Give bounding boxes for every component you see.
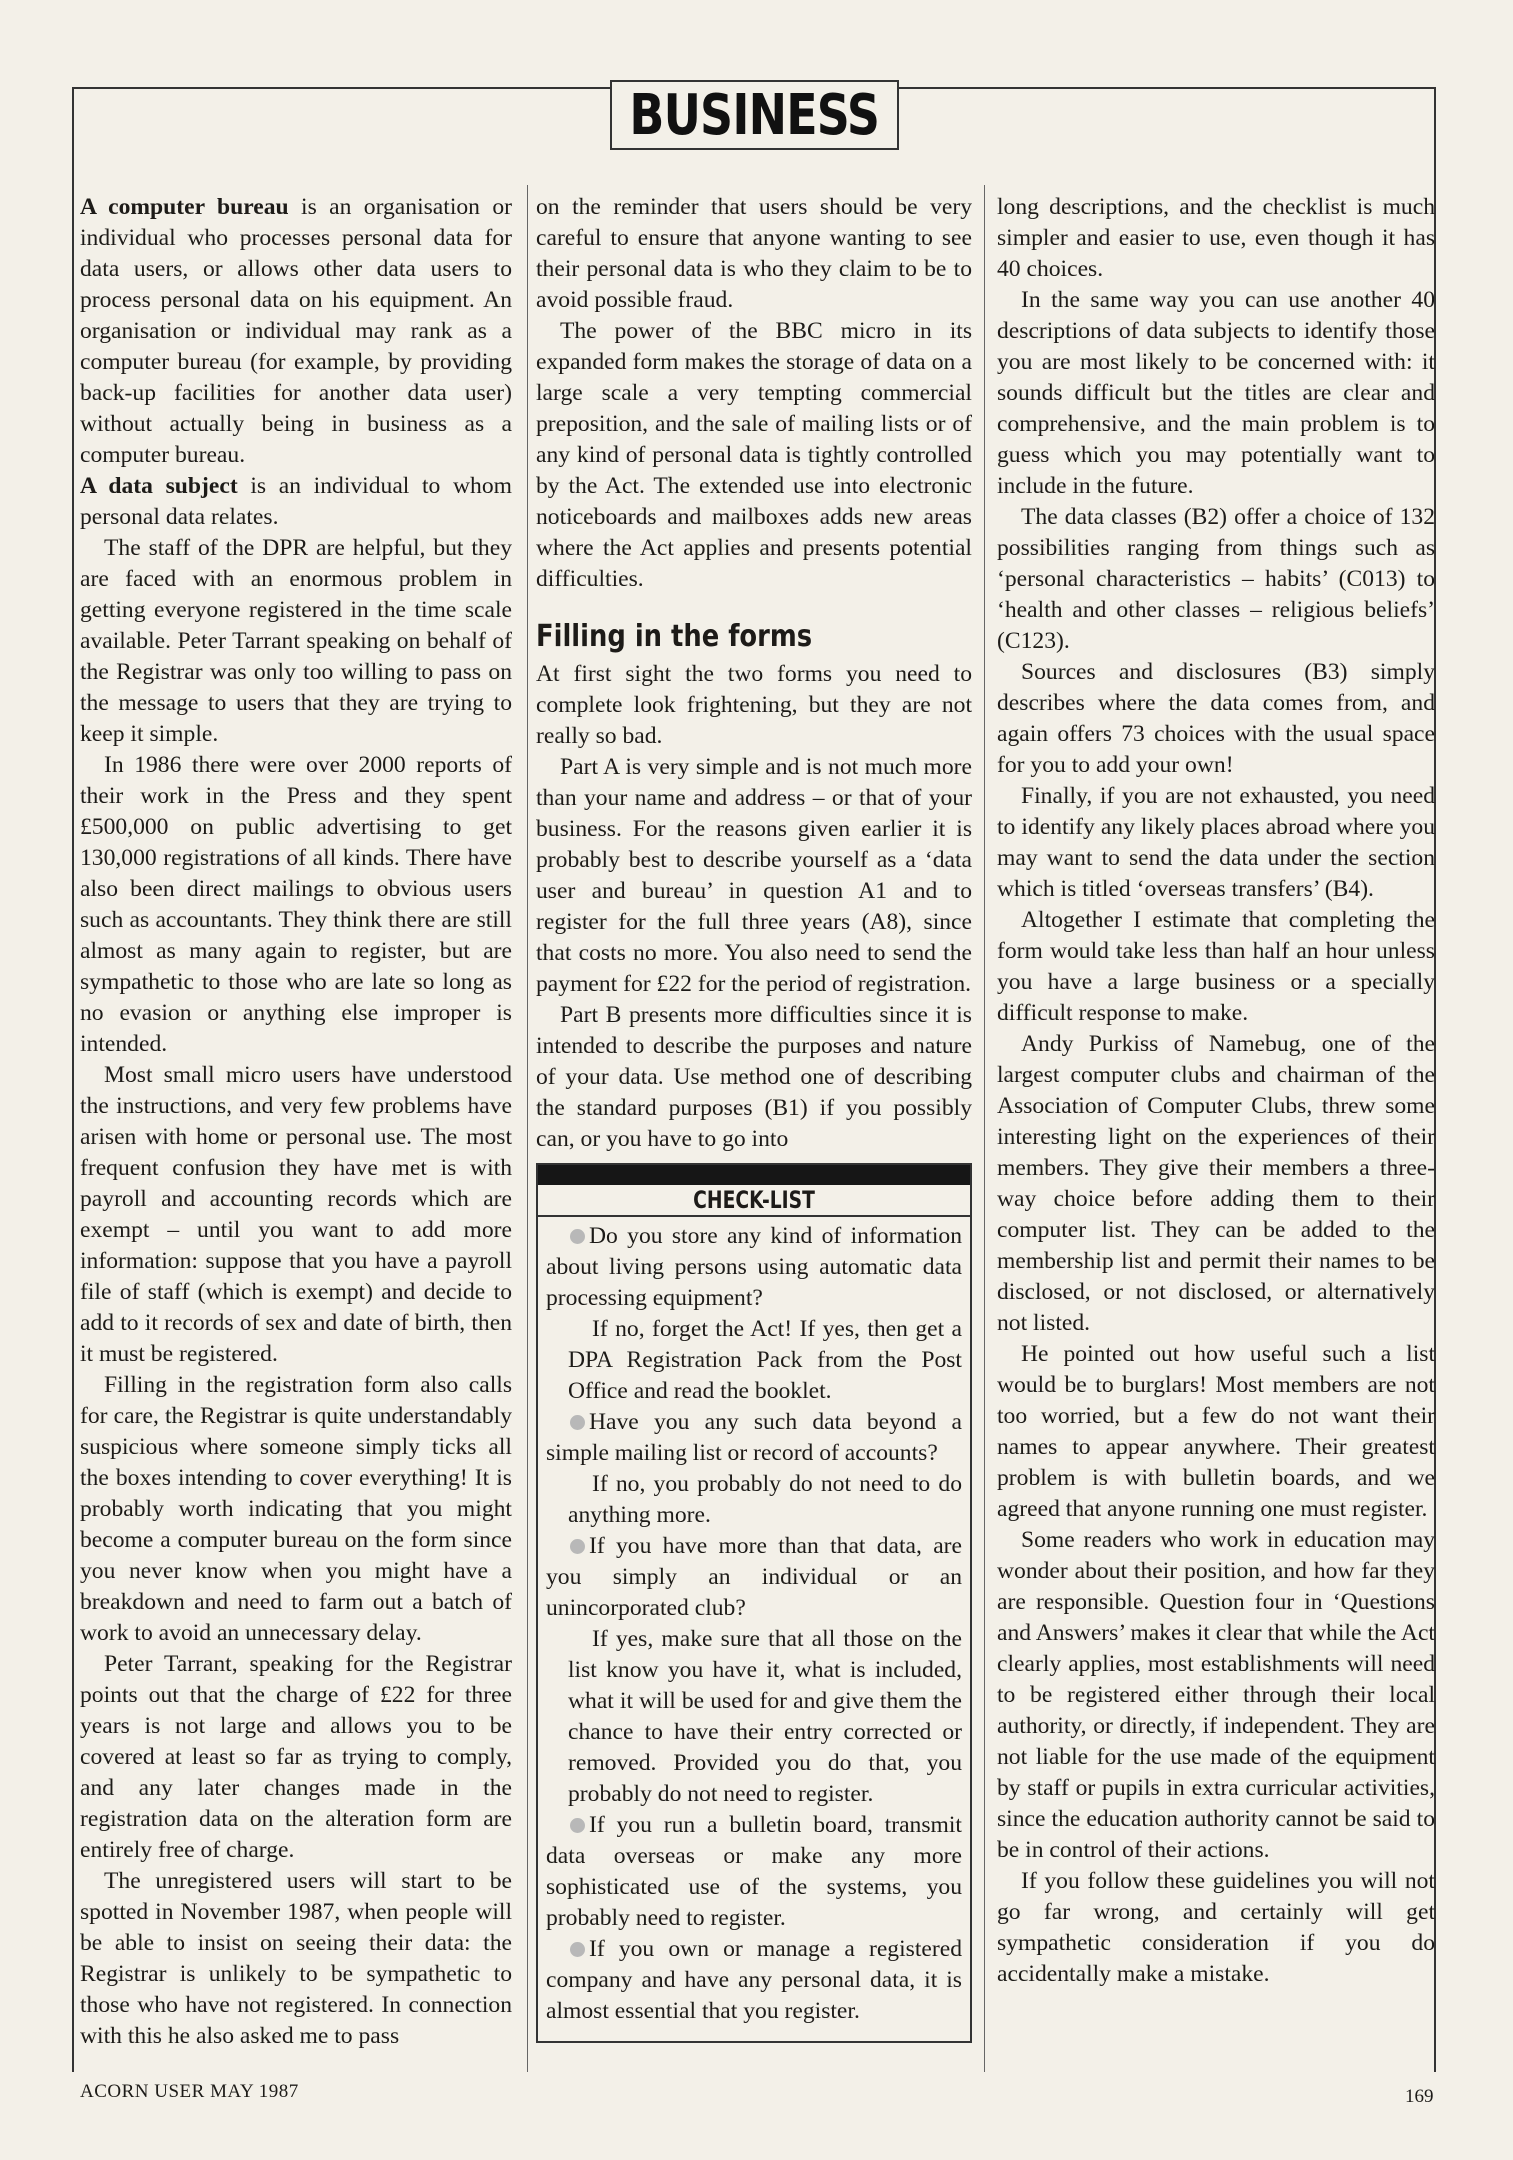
paragraph: In the same way you can use another 40 descriptions of data subjects to identify those you are most likely to be concerned with: it sounds difficult but the titles are clear and comprehensive, and the main problem is to guess which you may potentially want to include in the future. [997,287,1435,499]
checklist-header-bar [538,1165,970,1185]
article-column-3 [997,192,1435,1990]
bullet-icon [570,1229,585,1244]
frame-rule-top-left [72,87,617,89]
bullet-icon [570,1818,585,1833]
checklist-question: If you have more than that data, are you simply an individual or an unincorporated club? [546,1533,962,1621]
checklist-body [538,1217,970,2027]
paragraph: Most small micro users have understood the instructions, and very few problems have arisen with home or personal use. The most frequent confusion they have met is with payroll and accounting records which are exempt – until you want to add more information: suppose that you have a payroll file of staff (which is exempt) and decide to add to it records of sex and date of birth, then it must be registered. [80,1062,512,1367]
section-title: BUSINESS [629,82,880,148]
checklist-question: If you run a bulletin board, transmit data overseas or make any more sophisticated use of the systems, you probably need to register. [546,1812,962,1931]
paragraph: The power of the BBC micro in its expanded form makes the storage of data on a large scale a very tempting commercial preposition, and the sale of mailing lists or of any kind of personal data is tightly controlled by the Act. The extended use into electronic noticeboards and mailboxes adds new areas where the Act applies and presents potential difficulties. [536,318,972,592]
paragraph: A computer bureau is an organisation or individual who processes personal data for data users, or allows other data users to process personal data on his equipment. An organisation or individual may rank as a computer bureau (for example, by providing back-up facilities for another data user) without actually being in business as a computer bureau. [80,194,512,468]
section-masthead [610,80,899,150]
paragraph: Andy Purkiss of Namebug, one of the largest computer clubs and chairman of the Association of Computer Clubs, threw some interesting light on the experiences of their members. They give their members a three-way choice before adding them to their computer list. They can be added to the membership list and permit their names to be disclosed, or not disclosed, or alternatively not listed. [997,1031,1435,1336]
checklist-question: Do you store any kind of information about living persons using automatic data processing equipment? [546,1223,962,1311]
paragraph: Some readers who work in education may wonder about their position, and how far they are responsible. Question four in ‘Questions and Answers’ makes it clear that while the Act clearly applies, most establishments will need to be registered either through their local authority, or directly, if independent. They are not liable for the use made of the equipment by staff or pupils in extra curricular activities, since the education authority cannot be said to be in control of their actions. [997,1527,1435,1863]
paragraph: The staff of the DPR are helpful, but they are faced with an enormous problem in getting everyone registered in the time scale available. Peter Tarrant speaking on behalf of the Registrar was only too willing to pass on the message to users that they are trying to keep it simple. [80,535,512,747]
paragraph: In 1986 there were over 2000 reports of their work in the Press and they spent £500,000 on public advertising to get 130,000 registrations of all kinds. There have also been direct mailings to obvious users such as accountants. They think there are still almost as many again to register, but are sympathetic to those who are late so long as no evasion or anything else improper is intended. [80,752,512,1057]
paragraph: If you follow these guidelines you will not go far wrong, and certainly will get sympathetic consideration if you do accidentally make a mistake. [997,1868,1435,1987]
checklist-answer: If no, forget the Act! If yes, then get a DPA Registration Pack from the Post Office and read the booklet. [568,1316,962,1404]
paragraph: The unregistered users will start to be spotted in November 1987, when people will be able to insist on seeing their data: the Registrar is unlikely to be sympathetic to those who have not registered. In connection with this he also asked me to pass [80,1868,512,2049]
column-divider [984,185,985,2072]
defined-term: A computer bureau [80,194,289,220]
column-divider [527,185,528,2072]
paragraph: Part B presents more difficulties since it is intended to describe the purposes and nature of your data. Use method one of describing the standard purposes (B1) if you possibly can, or you have to go into [536,1002,972,1152]
checklist-answer: If yes, make sure that all those on the list know you have it, what is included, what it will be used for and give them the chance to have their entry corrected or removed. Provided you do that, you probably do not need to register. [568,1626,962,1807]
paragraph: Altogether I estimate that completing the form would take less than half an hour unless you have a large business or a specially difficult response to make. [997,907,1435,1026]
bullet-icon [570,1539,585,1554]
frame-rule-left [72,87,74,2072]
footer-publication: ACORN USER MAY 1987 [80,2081,299,2102]
checklist-title: CHECK-LIST [538,1185,970,1217]
paragraph: A data subject is an individual to whom personal data relates. [80,473,512,530]
paragraph: Peter Tarrant, speaking for the Registrar points out that the charge of £22 for three years is not large and allows you to be covered at least so far as trying to comply, and any later changes made in the registration data on the alteration form are entirely free of charge. [80,1651,512,1863]
paragraph: Filling in the registration form also calls for care, the Registrar is quite understandably suspicious where someone simply ticks all the boxes intending to cover everything! It is probably worth indicating that you might become a computer bureau on the form since you never know when you might have a breakdown and need to farm out a batch of work to avoid an unnecessary delay. [80,1372,512,1646]
defined-term: A data subject [80,473,238,499]
bullet-icon [570,1942,585,1957]
checklist-question: If you own or manage a registered company and have any personal data, it is almost essential that you register. [546,1936,962,2024]
article-column-1 [80,192,512,2052]
paragraph: He pointed out how useful such a list would be to burglars! Most members are not too worried, but a few do not want their names to appear anywhere. Their greatest problem is with bulletin boards, and we agreed that anyone running one must register. [997,1341,1435,1522]
page-number: 169 [1405,2086,1434,2107]
paragraph: At first sight the two forms you need to complete look frightening, but they are not really so bad. [536,661,972,749]
paragraph: long descriptions, and the checklist is much simpler and easier to use, even though it has 40 choices. [997,194,1435,282]
article-column-2 [536,192,972,2043]
checklist-box [536,1163,972,2043]
bullet-icon [570,1415,585,1430]
subheading: Filling in the forms [536,619,813,654]
frame-rule-top-right [898,87,1436,89]
checklist-answer: If no, you probably do not need to do anything more. [568,1471,962,1528]
paragraph: Part A is very simple and is not much more than your name and address – or that of your business. For the reasons given earlier it is probably best to describe yourself as a ‘data user and bureau’ in question A1 and to register for the full three years (A8), since that costs no more. You also need to send the payment for £22 for the period of registration. [536,754,972,997]
paragraph: Finally, if you are not exhausted, you need to identify any likely places abroad where you may want to send the data under the section which is titled ‘overseas transfers’ (B4). [997,783,1435,902]
paragraph: on the reminder that users should be very careful to ensure that anyone wanting to see their personal data is who they claim to be to avoid possible fraud. [536,194,972,313]
paragraph: The data classes (B2) offer a choice of 132 possibilities ranging from things such as ‘personal characteristics – habits’ (C013) to ‘health and other classes – religious beliefs’ (C123). [997,504,1435,654]
paragraph: Sources and disclosures (B3) simply describes where the data comes from, and again offers 73 choices with the usual space for you to add your own! [997,659,1435,778]
checklist-question: Have you any such data beyond a simple mailing list or record of accounts? [546,1409,962,1466]
